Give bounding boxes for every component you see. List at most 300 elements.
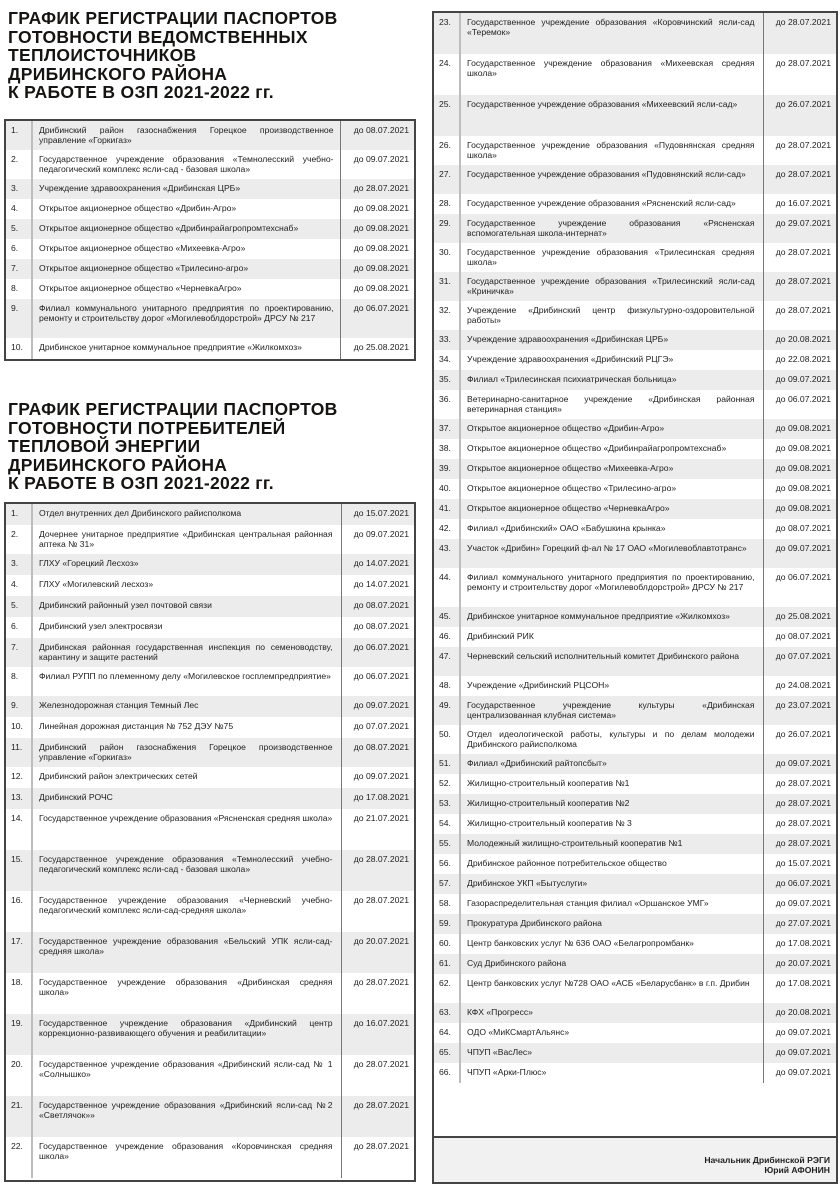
- table-row: [6, 279, 414, 299]
- organization-name: Государственное учреждение образования «Черневский учебно-педагогический комплекс ясли-сад-средняя школа»: [32, 891, 341, 932]
- organization-name: Центр банковских услуг № 636 ОАО «Белагропромбанк»: [460, 934, 763, 954]
- deadline-date: до 14.07.2021: [341, 554, 414, 575]
- organization-name: Учреждение «Дрибинский центр физкультурно-оздоровительной работы»: [460, 301, 763, 330]
- organization-name: Государственное учреждение образования «Дрибинская средняя школа»: [32, 973, 341, 1014]
- table-row: [6, 1096, 414, 1137]
- table-row: [6, 150, 414, 179]
- table-row: [434, 834, 836, 854]
- organization-name: Суд Дрибинского района: [460, 954, 763, 974]
- row-number: 1.: [6, 504, 32, 525]
- deadline-date: до 09.08.2021: [340, 219, 414, 239]
- table-row: [6, 667, 414, 696]
- row-number: 45.: [434, 607, 460, 627]
- row-number: 17.: [6, 932, 32, 973]
- deadline-date: до 28.07.2021: [763, 165, 836, 194]
- table-row: [434, 479, 836, 499]
- row-number: 60.: [434, 934, 460, 954]
- row-number: 8.: [6, 279, 32, 299]
- table-row: [434, 725, 836, 754]
- table-row: [434, 439, 836, 459]
- deadline-date: до 28.07.2021: [763, 272, 836, 301]
- deadline-date: до 09.07.2021: [763, 1043, 836, 1063]
- row-number: 18.: [6, 973, 32, 1014]
- deadline-date: до 06.07.2021: [763, 390, 836, 419]
- row-number: 2.: [6, 525, 32, 554]
- organization-name: Открытое акционерное общество «ЧерневкаАгро»: [460, 499, 763, 519]
- deadline-date: до 28.07.2021: [341, 1137, 414, 1178]
- signature: [704, 1155, 830, 1175]
- table-row: [434, 95, 836, 136]
- deadline-date: до 09.07.2021: [763, 370, 836, 390]
- row-number: 47.: [434, 647, 460, 676]
- row-number: 11.: [6, 738, 32, 767]
- organization-name: Государственное учреждение образования «Пудовнянская средняя школа»: [460, 136, 763, 165]
- table-row: [434, 539, 836, 568]
- table-row: [6, 809, 414, 850]
- row-number: 61.: [434, 954, 460, 974]
- table-row: [6, 525, 414, 554]
- organization-name: Государственное учреждение образования «Коровчинская средняя школа»: [32, 1137, 341, 1178]
- row-number: 51.: [434, 754, 460, 774]
- row-number: 20.: [6, 1055, 32, 1096]
- table-row: [6, 1137, 414, 1178]
- deadline-date: до 17.08.2021: [763, 934, 836, 954]
- table-row: [434, 330, 836, 350]
- organization-name: Дрибинское УКП «Бытуслуги»: [460, 874, 763, 894]
- row-number: 7.: [6, 638, 32, 667]
- table-row: [434, 854, 836, 874]
- row-number: 63.: [434, 1003, 460, 1023]
- row-number: 54.: [434, 814, 460, 834]
- organization-name: Отдел идеологической работы, культуры и по делам молодежи Дрибинского райисполкома: [460, 725, 763, 754]
- deadline-date: до 28.07.2021: [341, 973, 414, 1014]
- organization-name: ГЛХУ «Горецкий Лесхоз»: [32, 554, 341, 575]
- organization-name: Филиал коммунального унитарного предприятия по проектированию, ремонту и строительству дорог «Могилевоблдорстрой» ДРСУ № 217: [32, 299, 340, 338]
- row-number: 41.: [434, 499, 460, 519]
- row-number: 30.: [434, 243, 460, 272]
- row-number: 29.: [434, 214, 460, 243]
- table-row: [6, 239, 414, 259]
- deadline-date: до 09.07.2021: [763, 1023, 836, 1043]
- organization-name: Жилищно-строительный кооператив №1: [460, 774, 763, 794]
- organization-name: Государственное учреждение образования «Дрибинский центр коррекционно-развивающего обучения и реабилитации»: [32, 1014, 341, 1055]
- organization-name: Государственное учреждение образования «Темнолесский учебно-педагогический комплекс ясли-сад - базовая школа»: [32, 150, 340, 179]
- deadline-date: до 08.07.2021: [341, 617, 414, 638]
- deadline-date: до 09.08.2021: [763, 479, 836, 499]
- deadline-date: до 28.07.2021: [341, 891, 414, 932]
- organization-name: Дрибинский район газоснабжения Горецкое производственное управление «Горкигаз»: [32, 738, 341, 767]
- table-row: [434, 874, 836, 894]
- organization-name: Черневский сельский исполнительный комитет Дрибинского района: [460, 647, 763, 676]
- deadline-date: до 28.07.2021: [763, 774, 836, 794]
- row-number: 49.: [434, 696, 460, 725]
- deadline-date: до 26.07.2021: [763, 725, 836, 754]
- table-row: [6, 932, 414, 973]
- deadline-date: до 09.07.2021: [763, 894, 836, 914]
- table-row: [434, 974, 836, 1003]
- deadline-date: до 09.08.2021: [763, 499, 836, 519]
- table-row: [6, 850, 414, 891]
- deadline-date: до 26.07.2021: [763, 95, 836, 136]
- row-number: 56.: [434, 854, 460, 874]
- section1-title: ГРАФИК РЕГИСТРАЦИИ ПАСПОРТОВ ГОТОВНОСТИ ВЕДОМСТВЕННЫХ ТЕПЛОИСТОЧНИКОВ ДРИБИНСКОГО РАЙОНА К РАБОТЕ В ОЗП 2021-2022 гг.: [8, 8, 338, 102]
- table-row: [434, 647, 836, 676]
- deadline-date: до 08.07.2021: [341, 596, 414, 617]
- table-row: [434, 194, 836, 214]
- deadline-date: до 28.07.2021: [763, 301, 836, 330]
- organization-name: Дрибинская районная государственная инспекция по семеноводству, карантину и защите растений: [32, 638, 341, 667]
- row-number: 9.: [6, 299, 32, 338]
- table-row: [6, 617, 414, 638]
- section2-title: ГРАФИК РЕГИСТРАЦИИ ПАСПОРТОВ ГОТОВНОСТИ ПОТРЕБИТЕЛЕЙ ТЕПЛОВОЙ ЭНЕРГИИ ДРИБИНСКОГО РАЙОНА К РАБОТЕ В ОЗП 2021-2022 гг.: [8, 399, 338, 493]
- row-number: 10.: [6, 338, 32, 359]
- row-number: 33.: [434, 330, 460, 350]
- signature-position: Начальник Дрибинской РЭГИ: [704, 1155, 830, 1165]
- organization-name: Дрибинский РОЧС: [32, 788, 341, 809]
- table-row: [434, 754, 836, 774]
- organization-name: Филиал «Трилесинская психиатрическая больница»: [460, 370, 763, 390]
- table-row: [6, 299, 414, 338]
- deadline-date: до 15.07.2021: [763, 854, 836, 874]
- row-number: 23.: [434, 13, 460, 54]
- table-row: [6, 219, 414, 239]
- organization-name: Дрибинское районное потребительское общество: [460, 854, 763, 874]
- organization-name: Государственное учреждение образования «Дрибинский ясли-сад №2 «Светлячок»»: [32, 1096, 341, 1137]
- table-row: [6, 1055, 414, 1096]
- row-number: 7.: [6, 259, 32, 279]
- table-row: [434, 894, 836, 914]
- table-row: [434, 934, 836, 954]
- organization-name: Филиал коммунального унитарного предприятия по проектированию, ремонту и строительству дорог «Могилевоблдорстрой» ДРСУ № 217: [460, 568, 763, 607]
- row-number: 24.: [434, 54, 460, 95]
- row-number: 55.: [434, 834, 460, 854]
- deadline-date: до 20.07.2021: [341, 932, 414, 973]
- table-row: [6, 199, 414, 219]
- table-row: [434, 814, 836, 834]
- row-number: 13.: [6, 788, 32, 809]
- organization-name: Дрибинское унитарное коммунальное предприятие «Жилкомхоз»: [460, 607, 763, 627]
- deadline-date: до 06.07.2021: [341, 638, 414, 667]
- table-row: [434, 350, 836, 370]
- row-number: 53.: [434, 794, 460, 814]
- row-number: 35.: [434, 370, 460, 390]
- table-row: [434, 370, 836, 390]
- row-number: 4.: [6, 199, 32, 219]
- deadline-date: до 15.07.2021: [341, 504, 414, 525]
- deadline-date: до 09.08.2021: [340, 199, 414, 219]
- row-number: 58.: [434, 894, 460, 914]
- organization-name: ОДО «МиКСмартАльянс»: [460, 1023, 763, 1043]
- deadline-date: до 06.07.2021: [763, 874, 836, 894]
- row-number: 48.: [434, 676, 460, 696]
- table-row: [434, 390, 836, 419]
- row-number: 62.: [434, 974, 460, 1003]
- organization-name: Жилищно-строительный кооператив № 3: [460, 814, 763, 834]
- organization-name: Государственное учреждение образования «Бельский УПК ясли-сад-средняя школа»: [32, 932, 341, 973]
- organization-name: Государственное учреждение образования «Рясненская средняя школа»: [32, 809, 341, 850]
- organization-name: Открытое акционерное общество «ЧерневкаАгро»: [32, 279, 340, 299]
- organization-name: Открытое акционерное общество «Дрибинрайагропромтехснаб»: [32, 219, 340, 239]
- table-row: [6, 973, 414, 1014]
- organization-name: Линейная дорожная дистанция № 752 ДЭУ №75: [32, 717, 341, 738]
- table-row: [6, 259, 414, 279]
- row-number: 5.: [6, 219, 32, 239]
- row-number: 57.: [434, 874, 460, 894]
- organization-name: КФХ «Прогресс»: [460, 1003, 763, 1023]
- deadline-date: до 09.08.2021: [763, 419, 836, 439]
- deadline-date: до 28.07.2021: [763, 834, 836, 854]
- deadline-date: до 28.07.2021: [763, 243, 836, 272]
- table-row: [434, 165, 836, 194]
- table-row: [434, 419, 836, 439]
- table-row: [434, 1043, 836, 1063]
- row-number: 19.: [6, 1014, 32, 1055]
- deadline-date: до 25.08.2021: [763, 607, 836, 627]
- deadline-date: до 09.07.2021: [341, 696, 414, 717]
- row-number: 52.: [434, 774, 460, 794]
- row-number: 4.: [6, 575, 32, 596]
- organization-name: Открытое акционерное общество «Трилесино-агро»: [32, 259, 340, 279]
- deadline-date: до 09.08.2021: [340, 259, 414, 279]
- row-number: 50.: [434, 725, 460, 754]
- table-row: [434, 627, 836, 647]
- row-number: 10.: [6, 717, 32, 738]
- deadline-date: до 28.07.2021: [763, 54, 836, 95]
- table-row: [6, 717, 414, 738]
- organization-name: Государственное учреждение образования «Коровчинский ясли-сад «Теремок»: [460, 13, 763, 54]
- deadline-date: до 06.07.2021: [763, 568, 836, 607]
- organization-name: Государственное учреждение образования «Михеевская средняя школа»: [460, 54, 763, 95]
- deadline-date: до 09.07.2021: [341, 767, 414, 788]
- table-row: [6, 767, 414, 788]
- organization-name: Молодежный жилищно-строительный кооператив №1: [460, 834, 763, 854]
- table-row: [434, 301, 836, 330]
- organization-name: Государственное учреждение образования «Рясненская вспомогательная школа-интернат»: [460, 214, 763, 243]
- organization-name: Филиал «Дрибинский райтопсбыт»: [460, 754, 763, 774]
- table-row: [6, 504, 414, 525]
- organization-name: Открытое акционерное общество «Михеевка-Агро»: [32, 239, 340, 259]
- deadline-date: до 09.08.2021: [340, 239, 414, 259]
- deadline-date: до 07.07.2021: [341, 717, 414, 738]
- deadline-date: до 28.07.2021: [763, 814, 836, 834]
- row-number: 65.: [434, 1043, 460, 1063]
- row-number: 37.: [434, 419, 460, 439]
- organization-name: Государственное учреждение образования «Темнолесский учебно-педагогический комплекс ясли-сад - базовая школа»: [32, 850, 341, 891]
- deadline-date: до 17.08.2021: [763, 974, 836, 1003]
- organization-name: Дрибинский районный узел почтовой связи: [32, 596, 341, 617]
- signature-name: Юрий АФОНИН: [764, 1165, 830, 1175]
- row-number: 31.: [434, 272, 460, 301]
- table-row: [434, 696, 836, 725]
- row-number: 22.: [6, 1137, 32, 1178]
- row-number: 42.: [434, 519, 460, 539]
- organization-name: Открытое акционерное общество «Дрибин-Агро»: [460, 419, 763, 439]
- deadline-date: до 28.07.2021: [763, 13, 836, 54]
- table-row: [434, 136, 836, 165]
- deadline-date: до 20.08.2021: [763, 330, 836, 350]
- heat-sources-table: [4, 119, 416, 361]
- organization-name: Центр банковских услуг №728 ОАО «АСБ «Беларусбанк» в г.п. Дрибин: [460, 974, 763, 1003]
- deadline-date: до 09.08.2021: [340, 279, 414, 299]
- table-row: [434, 13, 836, 54]
- organization-name: Учреждение здравоохранения «Дрибинский РЦГЭ»: [460, 350, 763, 370]
- table-row: [434, 214, 836, 243]
- row-number: 6.: [6, 617, 32, 638]
- row-number: 43.: [434, 539, 460, 568]
- organization-name: Дрибинский узел электросвязи: [32, 617, 341, 638]
- row-number: 14.: [6, 809, 32, 850]
- deadline-date: до 25.08.2021: [340, 338, 414, 359]
- deadline-date: до 28.07.2021: [341, 850, 414, 891]
- table-row: [434, 243, 836, 272]
- organization-name: Филиал РУПП по племенному делу «Могилевское госплемпредприятие»: [32, 667, 341, 696]
- organization-name: Дрибинский район газоснабжения Горецкое производственное управление «Горкигаз»: [32, 121, 340, 150]
- organization-name: ЧПУП «Арки-Плюс»: [460, 1063, 763, 1083]
- table-row: [6, 338, 414, 359]
- row-number: 2.: [6, 150, 32, 179]
- table-row: [434, 914, 836, 934]
- consumers-table-part1: [4, 502, 416, 1182]
- deadline-date: до 08.07.2021: [341, 738, 414, 767]
- organization-name: Государственное учреждение образования «Дрибинский ясли-сад № 1 «Солнышко»: [32, 1055, 341, 1096]
- deadline-date: до 28.07.2021: [340, 179, 414, 199]
- row-number: 59.: [434, 914, 460, 934]
- row-number: 21.: [6, 1096, 32, 1137]
- organization-name: Дрибинский район электрических сетей: [32, 767, 341, 788]
- row-number: 38.: [434, 439, 460, 459]
- table-row: [6, 696, 414, 717]
- row-number: 32.: [434, 301, 460, 330]
- deadline-date: до 08.07.2021: [763, 519, 836, 539]
- organization-name: Отдел внутренних дел Дрибинского райисполкома: [32, 504, 341, 525]
- table-row: [434, 607, 836, 627]
- row-number: 39.: [434, 459, 460, 479]
- deadline-date: до 29.07.2021: [763, 214, 836, 243]
- row-number: 16.: [6, 891, 32, 932]
- deadline-date: до 28.07.2021: [763, 794, 836, 814]
- organization-name: ЧПУП «ВасЛес»: [460, 1043, 763, 1063]
- row-number: 46.: [434, 627, 460, 647]
- row-number: 44.: [434, 568, 460, 607]
- consumers-table-part1-body: [6, 504, 414, 1178]
- row-number: 40.: [434, 479, 460, 499]
- row-number: 36.: [434, 390, 460, 419]
- row-number: 25.: [434, 95, 460, 136]
- consumers-table-part2: [432, 11, 838, 1184]
- organization-name: Дочернее унитарное предприятие «Дрибинская центральная районная аптека № 31»: [32, 525, 341, 554]
- table-row: [434, 568, 836, 607]
- organization-name: Дрибинский РИК: [460, 627, 763, 647]
- organization-name: Государственное учреждение образования «Трилесинский ясли-сад «Криничка»: [460, 272, 763, 301]
- consumers-table-part2-body: [434, 13, 836, 1083]
- organization-name: Учреждение «Дрибинский РЦСОН»: [460, 676, 763, 696]
- deadline-date: до 28.07.2021: [341, 1096, 414, 1137]
- organization-name: Государственное учреждение образования «Пудовнянский ясли-сад»: [460, 165, 763, 194]
- deadline-date: до 16.07.2021: [341, 1014, 414, 1055]
- deadline-date: до 16.07.2021: [763, 194, 836, 214]
- organization-name: Учреждение здравоохранения «Дрибинская ЦРБ»: [32, 179, 340, 199]
- row-number: 6.: [6, 239, 32, 259]
- table-row: [6, 121, 414, 150]
- table-row: [6, 596, 414, 617]
- organization-name: Филиал «Дрибинский» ОАО «Бабушкина крынка»: [460, 519, 763, 539]
- table-row: [434, 459, 836, 479]
- row-number: 3.: [6, 179, 32, 199]
- table-row: [434, 499, 836, 519]
- deadline-date: до 06.07.2021: [340, 299, 414, 338]
- organization-name: Газораспределительная станция филиал «Оршанское УМГ»: [460, 894, 763, 914]
- deadline-date: до 09.07.2021: [763, 1063, 836, 1083]
- table-row: [6, 1014, 414, 1055]
- table-row: [6, 575, 414, 596]
- row-number: 5.: [6, 596, 32, 617]
- table-row: [6, 554, 414, 575]
- deadline-date: до 21.07.2021: [341, 809, 414, 850]
- organization-name: Государственное учреждение культуры «Дрибинская централизованная клубная система»: [460, 696, 763, 725]
- table-row: [434, 1023, 836, 1043]
- organization-name: Дрибинское унитарное коммунальное предприятие «Жилкомхоз»: [32, 338, 340, 359]
- deadline-date: до 20.08.2021: [763, 1003, 836, 1023]
- row-number: 15.: [6, 850, 32, 891]
- deadline-date: до 28.07.2021: [341, 1055, 414, 1096]
- organization-name: Участок «Дрибин» Горецкий ф-ал № 17 ОАО «Могилевоблавтотранс»: [460, 539, 763, 568]
- deadline-date: до 09.07.2021: [340, 150, 414, 179]
- organization-name: Открытое акционерное общество «Дрибинрайагропромтехснаб»: [460, 439, 763, 459]
- deadline-date: до 09.08.2021: [763, 439, 836, 459]
- deadline-date: до 08.07.2021: [340, 121, 414, 150]
- table-row: [434, 519, 836, 539]
- row-number: 1.: [6, 121, 32, 150]
- organization-name: Железнодорожная станция Темный Лес: [32, 696, 341, 717]
- table-row: [434, 794, 836, 814]
- deadline-date: до 06.07.2021: [341, 667, 414, 696]
- deadline-date: до 17.08.2021: [341, 788, 414, 809]
- organization-name: Государственное учреждение образования «Рясненский ясли-сад»: [460, 194, 763, 214]
- organization-name: ГЛХУ «Могилевский лесхоз»: [32, 575, 341, 596]
- organization-name: Открытое акционерное общество «Трилесино-агро»: [460, 479, 763, 499]
- organization-name: Государственное учреждение образования «Трилесинская средняя школа»: [460, 243, 763, 272]
- deadline-date: до 24.08.2021: [763, 676, 836, 696]
- deadline-date: до 09.07.2021: [341, 525, 414, 554]
- deadline-date: до 08.07.2021: [763, 627, 836, 647]
- row-number: 3.: [6, 554, 32, 575]
- table-row: [434, 676, 836, 696]
- deadline-date: до 28.07.2021: [763, 136, 836, 165]
- table-row: [434, 774, 836, 794]
- deadline-date: до 22.08.2021: [763, 350, 836, 370]
- table-row: [434, 954, 836, 974]
- organization-name: Учреждение здравоохранения «Дрибинская ЦРБ»: [460, 330, 763, 350]
- table-row: [6, 638, 414, 667]
- deadline-date: до 09.07.2021: [763, 539, 836, 568]
- row-number: 26.: [434, 136, 460, 165]
- row-number: 9.: [6, 696, 32, 717]
- table-row: [434, 272, 836, 301]
- deadline-date: до 23.07.2021: [763, 696, 836, 725]
- deadline-date: до 20.07.2021: [763, 954, 836, 974]
- table-row: [434, 1063, 836, 1083]
- table-row: [434, 54, 836, 95]
- organization-name: Прокуратура Дрибинского района: [460, 914, 763, 934]
- row-number: 64.: [434, 1023, 460, 1043]
- heat-sources-table-body: [6, 121, 414, 359]
- row-number: 12.: [6, 767, 32, 788]
- deadline-date: до 07.07.2021: [763, 647, 836, 676]
- row-number: 34.: [434, 350, 460, 370]
- organization-name: Государственное учреждение образования «Михеевский ясли-сад»: [460, 95, 763, 136]
- organization-name: Ветеринарно-санитарное учреждение «Дрибинская районная ветеринарная станция»: [460, 390, 763, 419]
- row-number: 8.: [6, 667, 32, 696]
